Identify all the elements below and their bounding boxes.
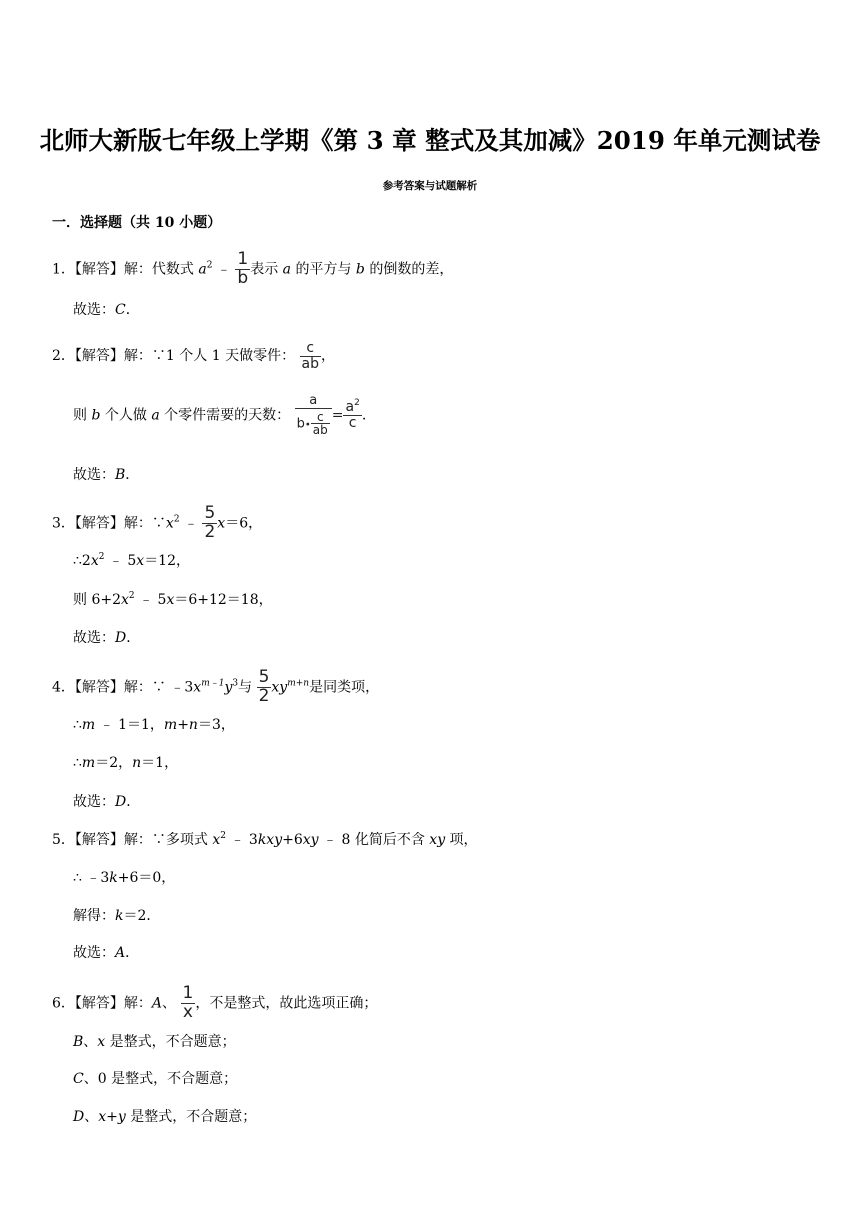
- q6-fraction: $\frac{1}{x}$: [182, 983, 194, 1022]
- q6-option-b: B、x 是整式，不合题意；: [73, 1034, 236, 1050]
- page-title: 北师大新版七年级上学期《第 3 章 整式及其加减》2019 年单元测试卷: [39, 126, 821, 155]
- q3-line-2: $\therefore 2x^2$ ﹣ 5x＝12，: [73, 552, 191, 569]
- page-subtitle: 参考答案与试题解析: [382, 180, 478, 192]
- q3-answer: 故选：D．: [73, 630, 141, 646]
- q5-line-1: 5．【解答】解：∵多项式 $x^2$ ﹣ 3kxy+6xy ﹣ 8 化简后不含 xy 项，: [52, 831, 478, 848]
- q4-line-2: ∴m ﹣ 1＝1，m+n＝3，: [73, 717, 235, 733]
- q1-answer: 故选：C．: [73, 302, 140, 318]
- q2-answer: 故选：B．: [73, 467, 140, 483]
- q4-fraction: $\frac{5}{2}$: [258, 667, 270, 706]
- section-heading: 一．选择题（共 10 小题）: [52, 215, 222, 231]
- q4-line-1: 4．【解答】解：∵ $﹣3x^{m﹣1}y^3$与 $\frac{5}{2}$ $xy^{m+n}$是同类项，: [52, 667, 380, 706]
- q3-line-3: 则 $6+2x^2$ ﹣ 5x＝6+12＝18，: [73, 591, 273, 608]
- q2-complex-fraction: a b• $\frac{c}{ab}$: [295, 394, 332, 437]
- q5-line-2: ∴ ﹣3k+6＝0，: [73, 870, 176, 886]
- q5-line-3: 解得：k＝2．: [73, 908, 161, 924]
- q3-line-1: 3．【解答】解：$\because x^2$ ﹣ $\frac{5}{2}$ x＝6，: [52, 503, 263, 542]
- q6-line-1: 6．【解答】解：A、 $\frac{1}{x}$ ，不是整式，故此选项正确；: [52, 983, 378, 1022]
- q4-line-3: ∴m＝2，n＝1，: [73, 755, 179, 771]
- q1-fraction: $\frac{1}{b}$: [237, 249, 249, 288]
- q5-answer: 故选：A．: [73, 945, 140, 961]
- q6-option-d: D、x+y 是整式，不合题意；: [73, 1109, 257, 1125]
- q2-result-fraction: $\frac{a^2}{c}$: [345, 398, 360, 431]
- q2-line-2: 则 b 个人做 a 个零件需要的天数： a b• $\frac{c}{ab}$ = $\frac{a^2}{c}$ .: [73, 393, 367, 438]
- q2-line-1: 2．【解答】解：∵1 个人 1 天做零件： $\frac{c}{ab}$ ，: [52, 340, 336, 372]
- q2-fraction: $\frac{c}{ab}$: [301, 340, 320, 372]
- q4-answer: 故选：D．: [73, 794, 141, 810]
- q6-option-c: C、0 是整式，不合题意；: [73, 1071, 238, 1087]
- q1-line-1: 1．【解答】解：代数式 $a^2$ ﹣ $\frac{1}{b}$ 表示 a 的平方与 b 的倒数的差，: [52, 249, 454, 288]
- q3-fraction: $\frac{5}{2}$: [204, 503, 216, 542]
